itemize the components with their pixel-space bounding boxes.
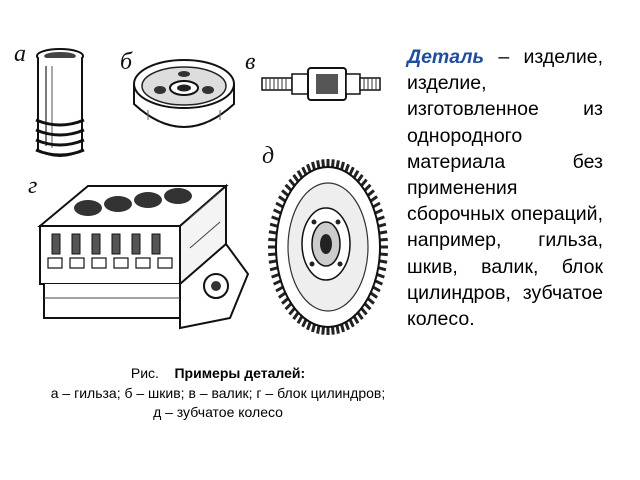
figure-letter-v: в [245,49,256,75]
gear-tooth [365,304,371,310]
definition-text [407,44,603,332]
figure-letter-a: а [14,41,26,67]
gear-tooth [269,261,277,262]
gear-tooth [358,175,363,182]
caption-title: Примеры деталей: [174,365,306,381]
gear-tooth [294,313,299,320]
gear-tooth [379,261,387,262]
gear-tooth [294,175,299,182]
caption-line-3: д – зубчатое колесо [153,404,283,420]
gear-tooth [373,287,380,291]
gear-tooth [375,281,382,284]
gear-wheel-icon [266,156,390,338]
gear-tooth [380,239,388,240]
cylinder-liner-icon [30,46,90,164]
gear-tooth [289,308,294,314]
gear-tooth [323,159,324,167]
pulley-icon [128,54,240,140]
gear-tooth [274,210,281,213]
figure-letter-d: д [262,143,275,169]
gear-tooth [318,326,319,334]
gear-tooth [282,298,288,303]
gear-tooth [298,171,302,178]
gear-tooth [358,313,363,320]
gear-tooth [379,232,387,233]
definition-term: Деталь [407,46,485,68]
gear-tooth [268,239,276,240]
gear-tooth [274,281,281,284]
gear-tooth [286,185,292,191]
figure-letter-b: б [120,49,133,75]
gear-tooth [373,203,380,207]
gear-tooth [375,210,382,213]
figure-letter-g: г [28,173,38,199]
figure-caption [14,364,422,423]
gear-tooth [368,190,374,195]
gear-tooth [279,197,286,202]
gear-tooth [298,316,302,323]
gear-tooth [318,160,319,168]
gear-tooth [276,287,283,291]
definition-dash: – [484,46,524,68]
gear-tooth [365,185,371,191]
caption-title-line [14,364,422,384]
shaft-icon [258,62,384,106]
gear-tooth [333,327,334,335]
gear-tooth [272,274,280,277]
gear-tooth [268,254,276,255]
gear-tooth [272,217,280,220]
gear-tooth [269,232,277,233]
gear-tooth [371,293,378,298]
gear-tooth [378,224,386,226]
gear-tooth [361,308,366,314]
gear-tooth [337,326,338,334]
caption-prefix: Рис. [130,365,159,381]
gear-tooth [368,298,374,303]
cylinder-block-icon [30,178,252,338]
gear-tooth [270,268,278,270]
gear-tooth [323,327,324,335]
gear-tooth [380,254,388,255]
gear-tooth [286,304,292,310]
definition-body: изделие, изделие, изготовленное из однородного материала без применения сборочных операций, например, гильза, шкив, валик, блок цилиндров, зубчатое колесо. [407,46,603,331]
gear-tooth [279,293,286,298]
gear-tooth [378,268,386,270]
gear-tooth [354,316,358,323]
gear-tooth [377,274,385,277]
gear-tooth [337,160,338,168]
gear-tooth [377,217,385,220]
gear-tooth [333,159,334,167]
caption-line-2: а – гильза; б – шкив; в – валик; г – блок цилиндров; [50,384,386,401]
gear-tooth [354,171,358,178]
gear-tooth [276,203,283,207]
gear-tooth [270,224,278,226]
gear-tooth [361,180,366,186]
gear-tooth [371,197,378,202]
gear-tooth [282,190,288,195]
gear-tooth [289,180,294,186]
